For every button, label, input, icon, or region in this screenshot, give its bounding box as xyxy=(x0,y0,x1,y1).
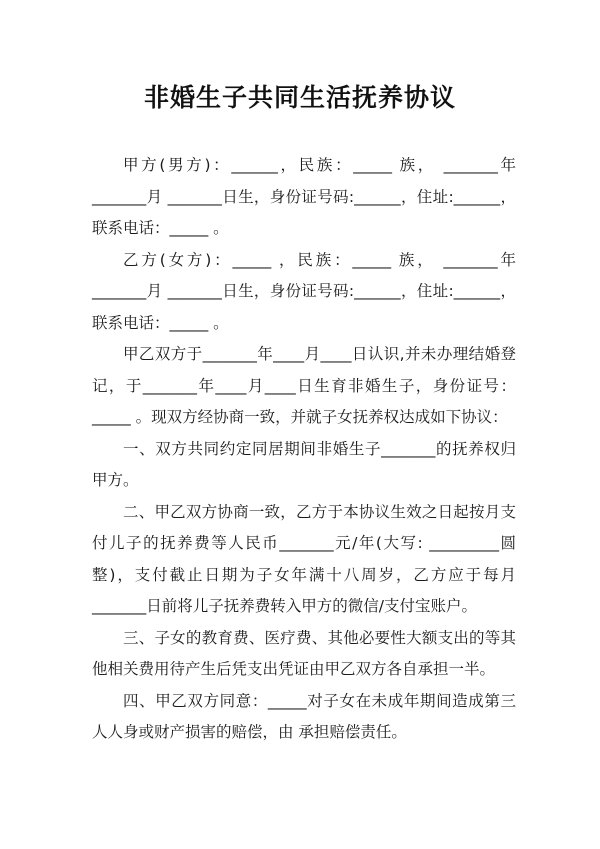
document-body xyxy=(92,150,516,749)
background-paragraph: 甲乙双方于_______年____月____日认识,并未办理结婚登记，于_______年____月____日生育非婚生子，身份证号：_____ 。现双方经协商一致，并就子女抚养权达成如下协议： xyxy=(92,345,516,426)
party-a-paragraph: 甲方(男方)：______，民族：_____ 族， _______年_______月 _______日生，身份证号码:______，住址:______，联系电话：_____ 。 xyxy=(92,156,516,237)
clause-3: 三、子女的教育费、医疗费、其他必要性大额支出的等其他相关费用待产生后凭支出凭证由甲乙双方各自承担一半。 xyxy=(92,628,516,678)
clause-4: 四、甲乙双方同意：_____对子女在未成年期间造成第三人人身或财产损害的赔偿，由 承担赔偿责任。 xyxy=(92,691,516,741)
clause-1: 一、双方共同约定同居期间非婚生子_______的抚养权归甲方。 xyxy=(92,439,516,489)
party-b-paragraph: 乙方(女方)：_____ ，民族：_____ 族， _______年_______月 _______日生，身份证号码:______，住址:______，联系电话：_____ 。 xyxy=(92,250,516,332)
document-title: 非婚生子共同生活抚养协议 xyxy=(143,83,456,112)
clause-2: 二、甲乙双方协商一致，乙方于本协议生效之日起按月支付儿子的抚养费等人民币_______元/年(大写: _________圆整)，支付截止日期为子女年满十八周岁，乙方应于每月_______日前将儿子抚养费转入甲方的微信/支付宝账户。 xyxy=(92,502,516,615)
